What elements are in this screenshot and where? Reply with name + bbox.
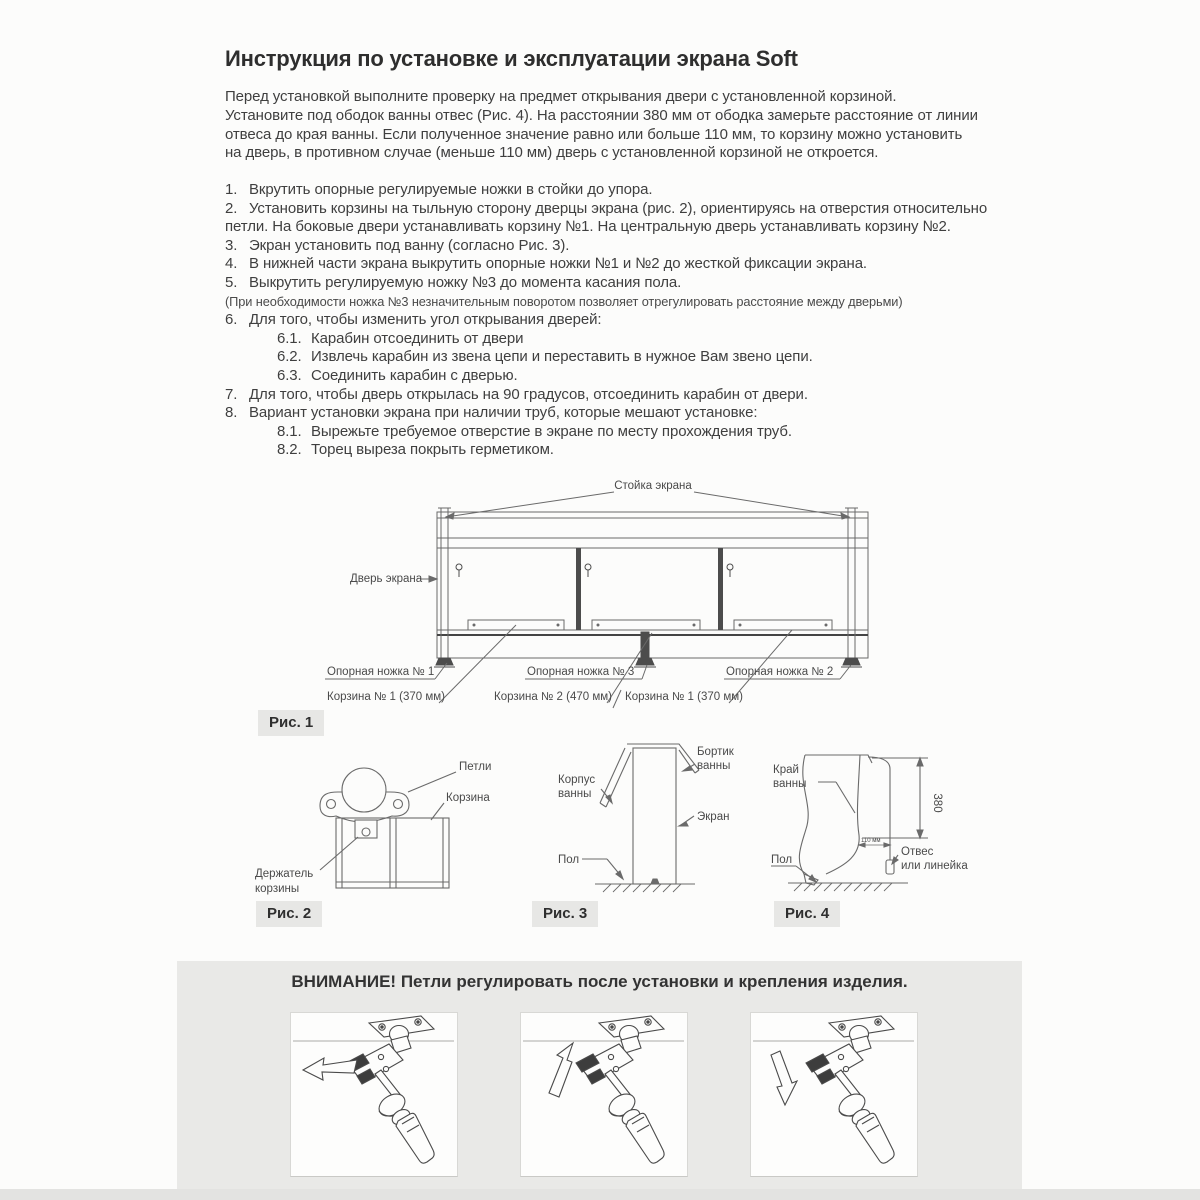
step-6 [225,311,1015,330]
step-number: 8.1. [277,422,302,440]
hinge-adjust-panel-2 [520,1012,688,1177]
step-number: 8.2. [277,441,302,459]
fig1-label-stand: Стойка экрана [614,480,692,492]
step-7 [225,386,1015,405]
fig1-label-door: Дверь экрана [350,573,423,585]
step-8 [225,404,1015,423]
step-text: Вариант установки экрана при наличии труб, которые мешают установке: [249,404,758,422]
fig4-label-plumb: Отвес [901,846,934,858]
adjust-arrow-up [549,1043,573,1097]
step-4 [225,255,1015,274]
step-2 [225,200,1015,219]
step-text: Установить корзины на тыльную сторону дверцы экрана (рис. 2), ориентируясь на отверстия относительно [249,199,988,217]
intro-line: отвеса до края ванны. Если полученное значение равно или больше 110 мм, то корзину можно установить [225,125,963,143]
fig4-label-plumb: или линейка [901,860,968,872]
step-text: Для того, чтобы изменить угол открывания дверей: [249,311,602,329]
hinge-adjust-drawing-3 [751,1013,917,1176]
step-number: 4. [225,255,238,273]
step-number: 2. [225,199,238,217]
fig4-caption: Рис. 4 [774,901,840,927]
fig1-label-basket1b: Корзина № 1 (370 мм) [625,691,743,703]
step-text: Выкрутить регулируемую ножку №3 до момента касания пола. [249,273,682,291]
adjust-arrow-horizontal [303,1058,357,1080]
fig3-label-bath-body: ванны [558,788,592,800]
step-number: 3. [225,236,238,254]
step-8-2 [225,441,1015,460]
step-text: Экран установить под ванну (согласно Рис. 3). [249,236,570,254]
attention-text: ВНИМАНИЕ! Петли регулировать после установки и крепления изделия. [291,972,908,991]
fig4-label-bath-edge: ванны [773,778,807,790]
step-text: Карабин отсоединить от двери [311,329,524,347]
step-text: (При необходимости ножка №3 незначительным поворотом позволяет отрегулировать расстояние между дверьми) [225,293,903,309]
fig3-label-bath-body: Корпус [558,774,596,786]
fig3-screen-under-bath-diagram [555,733,770,901]
step-text: Для того, чтобы дверь открылась на 90 градусов, отсоединить карабин от двери. [249,385,808,403]
step-5 [225,274,1015,293]
fig1-label-foot3: Опорная ножка № 3 [527,666,635,678]
step-6-3 [225,367,1015,386]
step-text: В нижней части экрана выкрутить опорные ножки №1 и №2 до жесткой фиксации экрана. [249,255,868,273]
step-number: 6.2. [277,348,302,366]
step-text: петли. На боковые двери устанавливать корзину №1. На центральную дверь устанавливать корзину №2. [225,218,951,236]
fig3-caption: Рис. 3 [532,901,598,927]
page-title: Инструкция по установке и эксплуатации экрана Soft [225,46,798,71]
fig1-screen-front-diagram [320,462,900,712]
fig4-label-bath-edge: Край [773,764,799,776]
step-text: Вырежьте требуемое отверстие в экране по месту прохождения труб. [311,422,792,440]
step-3 [225,237,1015,256]
step-number: 5. [225,273,238,291]
step-number: 6. [225,311,238,329]
step-text: Вкрутить опорные регулируемые ножки в стойки до упора. [249,181,653,198]
step-8-1 [225,423,1015,442]
step-6-1 [225,330,1015,349]
steps-list [225,181,1015,460]
fig1-caption: Рис. 1 [258,710,324,736]
fig1-label-foot2: Опорная ножка № 2 [726,666,834,678]
step-text: Торец выреза покрыть герметиком. [311,441,554,459]
step-6-2 [225,348,1015,367]
step-5-note [225,293,1015,312]
fig1-label-basket2: Корзина № 2 (470 мм) [494,691,612,703]
step-number: 7. [225,385,238,403]
fig2-caption: Рис. 2 [256,901,322,927]
hinge-adjust-drawing-2 [521,1013,687,1176]
fig3-label-bath-rim: Бортик [697,746,734,758]
hinge-adjust-drawing-1 [291,1013,457,1176]
fig4-dimension-110: 110 мм [861,838,881,844]
intro-paragraph [225,88,1015,163]
step-number: 6.1. [277,329,302,347]
fig3-label-screen: Экран [697,811,730,823]
adjust-arrow-down [771,1051,797,1105]
fig2-label-holder: корзины [255,883,300,895]
intro-line: Установите под ободок ванны отвес (Рис. 4). На расстоянии 380 мм от ободка замерьте расстояние от линии [225,106,978,124]
intro-line: Перед установкой выполните проверку на предмет открывания двери с установленной корзиной. [225,88,897,105]
fig2-label-basket: Корзина [446,792,490,804]
step-number: 8. [225,404,238,422]
page-bottom-edge [0,1189,1200,1200]
fig3-label-bath-rim: ванны [697,760,731,772]
fig3-label-floor: Пол [558,854,580,866]
hinge-adjust-panel-3 [750,1012,918,1177]
step-text: Извлечь карабин из звена цепи и переставить в нужное Вам звено цепи. [311,348,813,366]
step-number: 6.3. [277,366,302,384]
fig4-label-floor: Пол [771,854,793,866]
step-text: Соединить карабин с дверью. [311,366,518,384]
step-2-cont [225,218,1015,237]
step-number: 1. [225,181,238,198]
fig2-label-hinges: Петли [459,761,492,773]
fig1-label-foot1: Опорная ножка № 1 [327,666,435,678]
step-1 [225,181,1015,200]
fig1-label-basket1a: Корзина № 1 (370 мм) [327,691,445,703]
fig2-hinge-basket-diagram [250,730,570,905]
hinge-adjust-panel-1 [290,1012,458,1177]
intro-line: на дверь, в противном случае (меньше 110 мм) дверь с установленной корзиной не откроется. [225,144,879,162]
fig4-dimension-380: 380 [931,793,943,813]
fig4-plumb-measure-diagram [768,733,978,901]
fig2-label-holder: Держатель [255,868,314,880]
